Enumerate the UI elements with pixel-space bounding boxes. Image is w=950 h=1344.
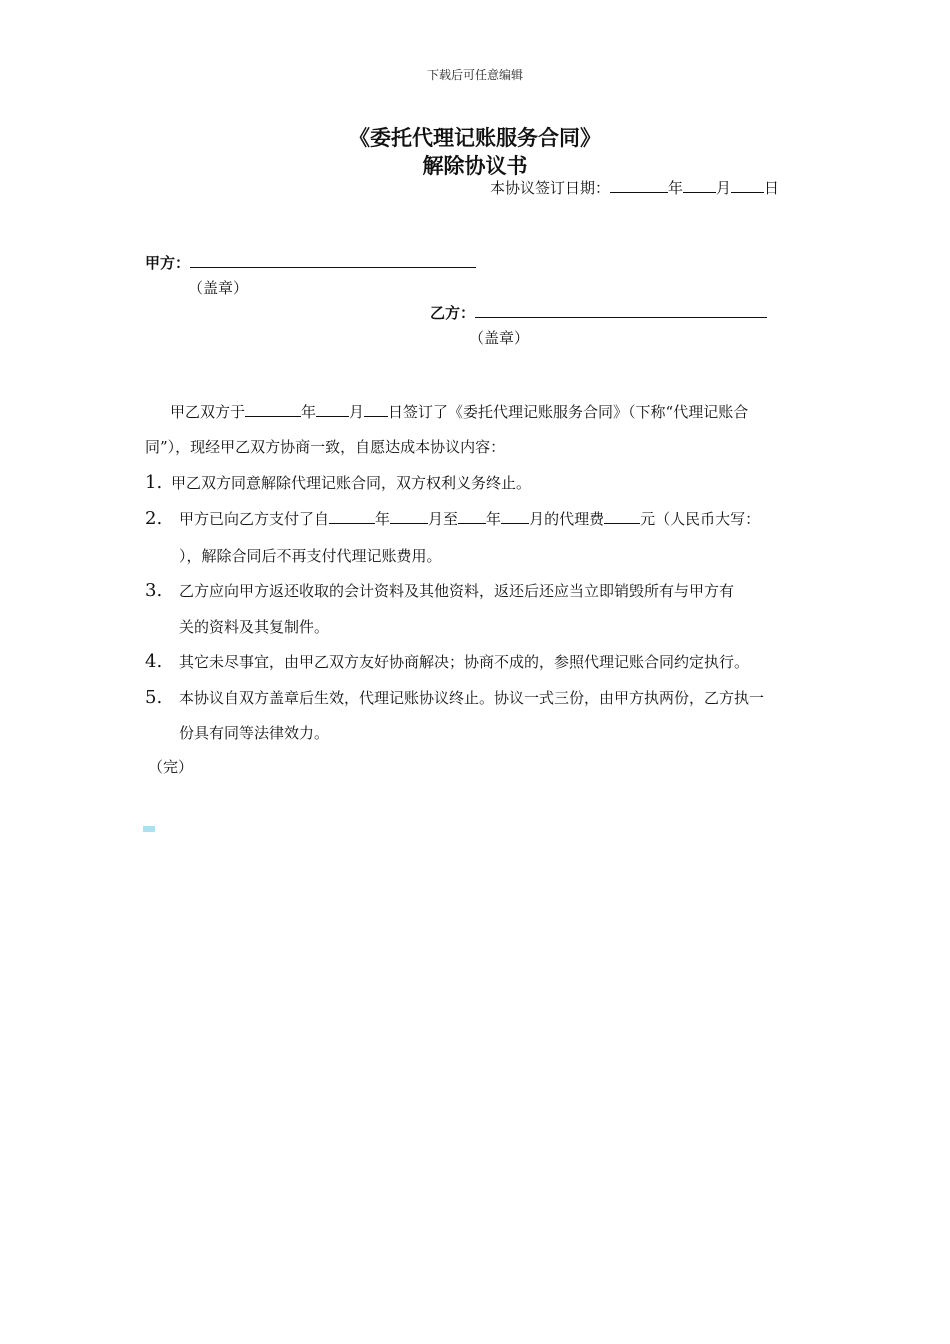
clause-2-month2: 月的代理费 (529, 510, 605, 528)
year-label: 年 (668, 179, 684, 197)
clause-4-number: 4. (145, 651, 163, 672)
clause-2-month1: 月至 (428, 510, 459, 528)
clause-5-text: 本协议自双方盖章后生效，代理记账协议终止。协议一式三份，由甲方执两份，乙方执一 (179, 689, 765, 707)
clause-2-blank-4 (501, 508, 529, 524)
clause-2-year2: 年 (486, 510, 502, 528)
day-label: 日 (764, 179, 780, 197)
intro-month-blank (316, 401, 349, 417)
clause-1-number: 1. (145, 472, 163, 493)
clause-2-text-a: 甲方已向乙方支付了自 (179, 510, 330, 528)
month-label: 月 (716, 179, 732, 197)
clause-2-number: 2. (145, 508, 163, 529)
intro-line-1 (170, 401, 748, 422)
month-blank (683, 177, 716, 193)
intro-day-blank (364, 401, 388, 417)
party-a-blank (190, 252, 476, 268)
signing-date (490, 177, 779, 198)
clause-3 (145, 580, 734, 601)
party-b-label: 乙方： (430, 304, 476, 322)
clause-5-number: 5. (145, 687, 163, 708)
end-mark: （完） (148, 758, 194, 776)
intro-text-b: 日签订了《委托代理记账服务合同》（下称“代理记账合 (388, 403, 749, 421)
header-note: 下载后可任意编辑 (426, 68, 523, 82)
intro-year-label: 年 (301, 403, 317, 421)
document-subtitle: 解除协议书 (422, 154, 528, 178)
party-b-blank (475, 302, 767, 318)
intro-line-2: 同”），现经甲乙双方协商一致，自愿达成本协议内容： (145, 438, 506, 456)
intro-text-a: 甲乙双方于 (170, 403, 246, 421)
clause-3-line-2: 关的资料及其复制件。 (179, 618, 330, 636)
highlight-mark (143, 826, 155, 832)
clause-2-blank-3 (458, 508, 486, 524)
intro-month-label: 月 (349, 403, 365, 421)
intro-year-blank (245, 401, 301, 417)
clause-2-year1: 年 (375, 510, 391, 528)
clause-3-text: 乙方应向甲方返还收取的会计资料及其他资料，返还后还应当立即销毁所有与甲方有 (179, 582, 735, 600)
year-blank (610, 177, 668, 193)
signing-date-prefix: 本协议签订日期： (490, 179, 611, 197)
party-a-seal: （盖章） (188, 279, 249, 297)
clause-2-text-b: 元（人民币大写： (640, 510, 761, 528)
clause-5 (145, 687, 764, 708)
party-a-label: 甲方： (145, 254, 191, 272)
clause-2-blank-5 (604, 508, 640, 524)
clause-2 (145, 508, 760, 529)
document-title: 《委托代理记账服务合同》 (349, 126, 601, 150)
clause-4-text: 其它未尽事宜，由甲乙双方友好协商解决；协商不成的，参照代理记账合同约定执行。 (179, 653, 750, 671)
clause-1 (145, 472, 531, 493)
party-b-seal: （盖章） (469, 329, 530, 347)
clause-1-text: 甲乙双方同意解除代理记账合同，双方权利义务终止。 (171, 474, 532, 492)
clause-4 (145, 651, 749, 672)
clause-5-line-2: 份具有同等法律效力。 (179, 724, 330, 742)
clause-2-line-2: ），解除合同后不再支付代理记账费用。 (179, 547, 442, 565)
clause-3-number: 3. (145, 580, 163, 601)
party-b-line (430, 302, 767, 323)
party-a-line (145, 252, 476, 273)
day-blank (731, 177, 764, 193)
clause-2-blank-2 (390, 508, 428, 524)
clause-2-blank-1 (329, 508, 375, 524)
